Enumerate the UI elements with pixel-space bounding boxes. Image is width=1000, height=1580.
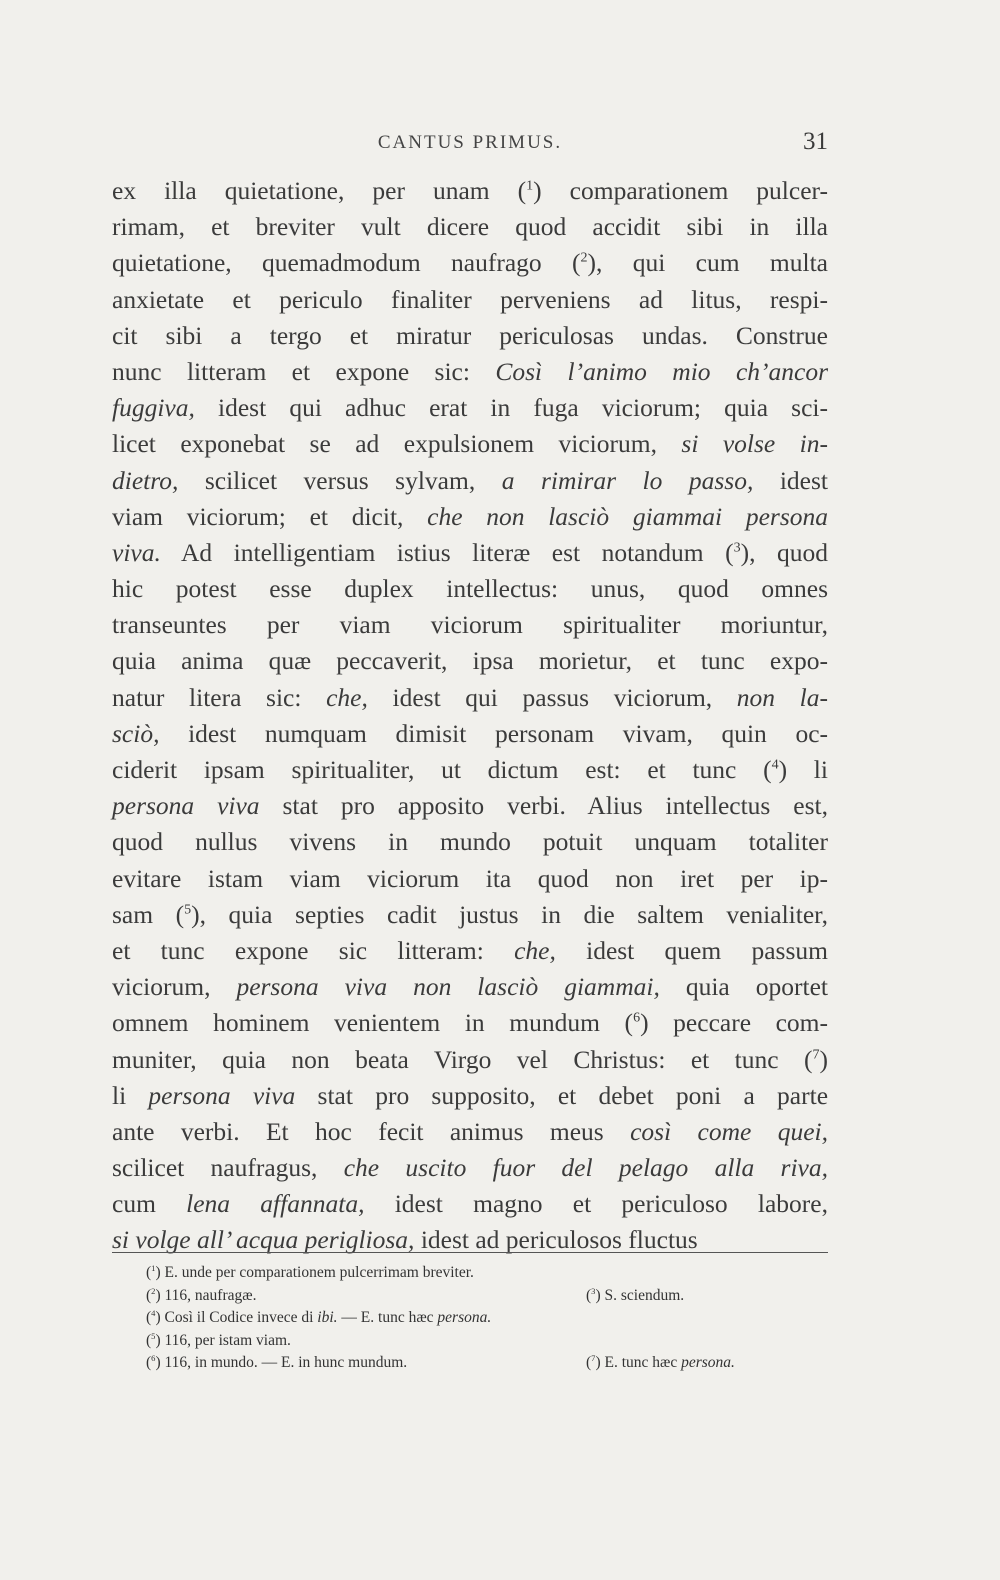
text-run: idest numquam dimisit personam vivam, quin oc-: [159, 718, 828, 748]
text-run: anxietate et periculo finaliter perveniens ad litus, respi-: [112, 284, 828, 314]
italic-text: persona.: [437, 1309, 492, 1327]
text-run: ) peccare com-: [640, 1008, 829, 1038]
text-run: muniter, quia non beata Virgo vel Christus: et tunc (: [112, 1044, 813, 1074]
text-run: scilicet versus sylvam,: [178, 465, 502, 495]
italic-text: si volge all’ acqua perigliosa,: [112, 1225, 415, 1255]
text-run: omnem hominem venientem in mundum (: [112, 1008, 634, 1038]
text-run: quod nullus vivens in mundo potuit unquam totaliter: [112, 827, 828, 857]
text-run: Ad intelligentiam istius literæ est notandum (: [160, 537, 734, 567]
footnote: [146, 1307, 826, 1330]
text-run: (: [146, 1286, 152, 1304]
text-run: rimam, et breviter vult dicere quod accidit sibi in illa: [112, 212, 828, 242]
footnote-rule: [112, 1252, 828, 1253]
text-line: [112, 1150, 828, 1186]
text-line: [112, 716, 828, 752]
text-run: idest qui adhuc erat in fuga viciorum; quia sci-: [194, 393, 828, 423]
text-run: et tunc expone sic litteram:: [112, 935, 515, 965]
text-run: idest quem passum: [555, 935, 828, 965]
italic-text: viva.: [112, 537, 161, 567]
text-run: ), quia septies cadit justus in die saltem venialiter,: [191, 899, 828, 929]
text-run: idest ad periculosos fluctus: [414, 1225, 698, 1255]
main-text: [112, 173, 828, 1259]
note-reference: 5: [151, 1330, 156, 1341]
text-run: ) E. unde per comparationem pulcerrimam breviter.: [155, 1264, 474, 1281]
italic-text: che non lasciò giammai persona: [427, 501, 828, 531]
text-line: [112, 282, 828, 318]
note-reference: 7: [591, 1353, 596, 1364]
italic-text: sciò,: [112, 718, 160, 748]
text-line: [112, 390, 828, 426]
footnote: [146, 1352, 826, 1375]
text-run: ) 116, naufragæ.: [155, 1286, 257, 1304]
italic-text: lena affannata,: [186, 1189, 365, 1219]
text-run: ), qui cum multa: [587, 248, 828, 278]
text-run: stat pro apposito verbi. Alius intellectus est,: [259, 791, 828, 821]
text-run: evitare istam viam viciorum ita quod non iret per ip-: [112, 863, 828, 893]
note-reference: 6: [633, 1010, 641, 1026]
text-run: — E. tunc hæc: [337, 1309, 438, 1327]
text-run: (: [586, 1286, 592, 1304]
text-run: ) li: [778, 755, 828, 784]
footnote: [146, 1285, 826, 1308]
text-line: [112, 499, 828, 535]
text-run: ante verbi. Et hoc fecit animus meus: [112, 1116, 631, 1146]
text-run: nunc litteram et expone sic:: [112, 356, 496, 386]
italic-text: Così l’animo mio ch’ancor: [495, 356, 828, 386]
note-reference: 3: [733, 540, 741, 556]
italic-text: persona viva non lasciò giammai,: [236, 972, 660, 1002]
text-line: [112, 607, 828, 643]
text-line: [112, 209, 828, 245]
text-line: [112, 1078, 828, 1114]
text-run: (: [146, 1331, 152, 1349]
text-run: ex illa quietatione, per unam (: [112, 176, 527, 205]
text-run: ) 116, per istam viam.: [155, 1331, 291, 1349]
text-run: stat pro supposito, et debet poni a parte: [295, 1080, 829, 1110]
text-line: [112, 535, 828, 571]
text-line: [112, 571, 828, 607]
text-line: [112, 354, 828, 390]
note-reference: 5: [184, 902, 192, 918]
text-line: [112, 897, 828, 933]
text-run: (: [586, 1354, 592, 1372]
italic-text: persona.: [681, 1354, 735, 1372]
note-reference: 6: [151, 1353, 156, 1364]
text-run: viciorum,: [112, 972, 237, 1002]
text-run: cum: [112, 1189, 187, 1219]
text-run: (: [146, 1309, 152, 1327]
text-run: ) 116, in mundo. — E. in hunc mundum.: [155, 1354, 408, 1372]
note-reference: 2: [580, 250, 588, 266]
text-run: idest: [753, 465, 828, 495]
text-line: [112, 1222, 828, 1258]
footnote-right: [586, 1285, 684, 1308]
text-run: cit sibi a tergo et miratur periculosas undas. Construe: [112, 320, 828, 350]
italic-text: che uscito fuor del pelago alla riva,: [343, 1153, 828, 1183]
italic-text: persona viva: [148, 1080, 296, 1110]
text-run: (: [146, 1354, 152, 1372]
text-line: [112, 680, 828, 716]
italic-text: che,: [326, 682, 368, 712]
text-run: sam (: [112, 899, 185, 929]
text-line: [112, 933, 828, 969]
text-line: [112, 861, 828, 897]
text-line: [112, 463, 828, 499]
footnote: [146, 1262, 826, 1285]
text-run: ): [819, 1044, 828, 1074]
footnotes: [146, 1262, 826, 1375]
text-run: natur litera sic:: [112, 682, 327, 712]
italic-text: che,: [514, 935, 556, 965]
note-reference: 7: [812, 1047, 820, 1062]
text-run: quia oportet: [659, 972, 828, 1002]
note-reference: 2: [151, 1285, 156, 1296]
italic-text: dietro,: [112, 465, 179, 495]
text-run: (: [146, 1264, 152, 1281]
italic-text: a rimirar lo passo,: [501, 465, 754, 495]
text-line: [112, 969, 828, 1005]
text-run: li: [112, 1080, 149, 1110]
italic-text: si volse in-: [681, 429, 828, 459]
text-line: [112, 1114, 828, 1150]
text-run: ), quod: [740, 537, 828, 567]
italic-text: persona viva: [112, 791, 260, 821]
text-line: [112, 426, 828, 462]
note-reference: 1: [151, 1262, 156, 1273]
italic-text: non la-: [736, 682, 829, 712]
text-line: [112, 824, 828, 860]
text-line: [112, 643, 828, 679]
text-run: idest qui passus viciorum,: [367, 682, 737, 712]
text-run: ciderit ipsam spiritualiter, ut dictum est: et tunc (: [112, 755, 772, 784]
text-run: ) E. tunc hæc: [595, 1354, 682, 1372]
text-run: quietatione, quemadmodum naufrago (: [112, 248, 581, 278]
italic-text: fuggiva,: [112, 393, 195, 423]
footnote-right: [586, 1352, 735, 1375]
text-line: [112, 752, 828, 788]
note-reference: 1: [526, 178, 534, 194]
text-line: [112, 1042, 828, 1078]
text-line: [112, 788, 828, 824]
text-line: [112, 173, 828, 209]
italic-text: ibi.: [317, 1309, 338, 1327]
text-run: ) S. sciendum.: [595, 1286, 685, 1304]
text-run: transeuntes per viam viciorum spiritualiter moriuntur,: [112, 610, 828, 640]
text-line: [112, 1005, 828, 1041]
text-run: quia anima quæ peccaverit, ipsa morietur, et tunc expo-: [112, 646, 828, 676]
text-run: hic potest esse duplex intellectus: unus, quod omnes: [112, 574, 828, 604]
page-header: [112, 128, 828, 162]
text-run: licet exponebat se ad expulsionem viciorum,: [112, 429, 682, 459]
text-run: scilicet naufragus,: [112, 1153, 344, 1183]
italic-text: così come quei,: [630, 1116, 828, 1146]
page-number: 31: [803, 128, 828, 155]
text-line: [112, 245, 828, 281]
text-line: [112, 1186, 828, 1222]
note-reference: 3: [591, 1285, 596, 1296]
note-reference: 4: [151, 1308, 156, 1319]
text-run: viam viciorum; et dicit,: [112, 501, 428, 531]
text-run: ) Così il Codice invece di: [155, 1309, 318, 1327]
text-run: idest magno et periculoso labore,: [364, 1189, 828, 1219]
text-run: ) comparationem pulcer-: [533, 176, 828, 205]
running-head: CANTUS PRIMUS.: [377, 132, 563, 153]
footnote: [146, 1330, 826, 1353]
note-reference: 4: [771, 757, 779, 773]
text-line: [112, 318, 828, 354]
